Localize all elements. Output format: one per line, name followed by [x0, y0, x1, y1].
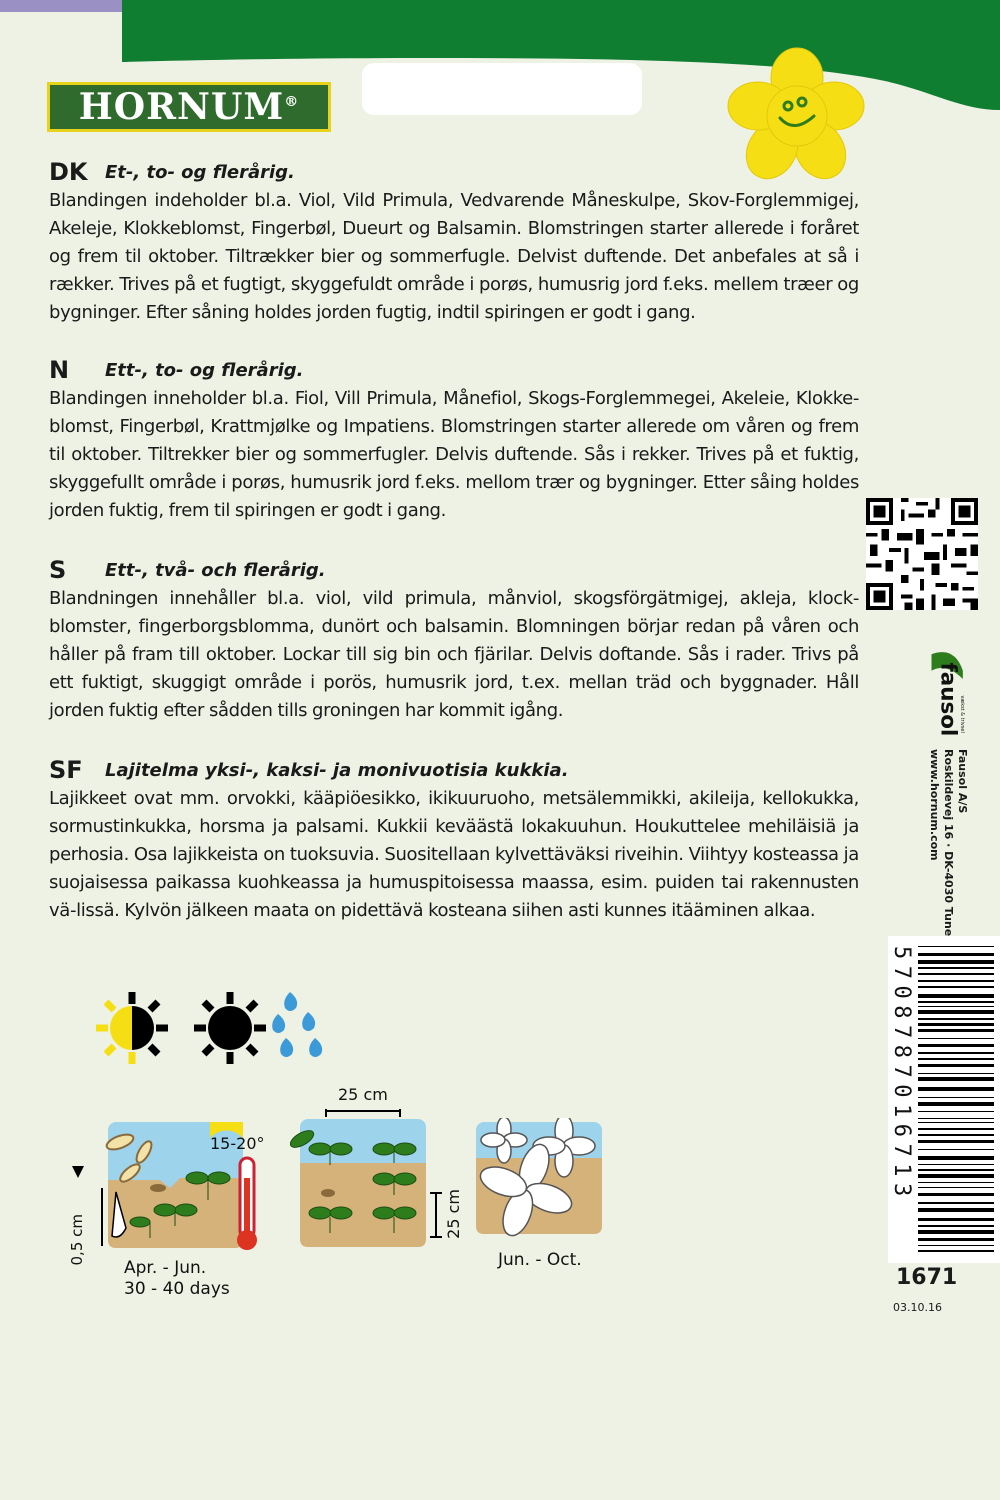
hornum-logo-text: HORNUM — [78, 86, 285, 128]
barcode-bar — [918, 1102, 994, 1106]
section-s — [49, 555, 859, 725]
sowing-step-panel — [60, 1118, 270, 1298]
fausol-logo-text: fausol — [935, 662, 961, 737]
section-sf — [49, 755, 859, 925]
barcode-bar — [918, 1128, 994, 1130]
barcode-bar — [918, 1140, 994, 1143]
barcode-bar — [918, 1077, 994, 1081]
barcode-bar — [918, 960, 994, 964]
section-body: Blandingen inneholder bl.a. Fiol, Vill Primula, Månefiol, Skogs-Forglemmegei, Akeleie, Klokke-blomst, Fingerbøl, Krattmjølke og Impatiens. Blomstringen starter allerede om våren og frem til oktober. Tiltrekker bier og sommerfugler. Delvis duftende. Sås i rekker. Trives på et fuktig, skyggefullt område i porøs, humusrik jord f.eks. mellom trær og bygninger. Etter såing holdes jorden fuktig, frem til spiringen er godt i gang. — [49, 388, 859, 521]
section-title: Ett-, två- och flerårig. — [105, 559, 326, 581]
hornum-logo — [47, 82, 331, 132]
half-sun-icon — [96, 992, 168, 1064]
section-body: Blandningen innehåller bl.a. viol, vild primula, månviol, skogsförgätmigej, akleja, klock-blomster, fingerborgsblomma, dunört och balsamin. Blomningen börjar redan på våren och håller på fram till oktober. Lockar till sig bin och fjärilar. Delvis doftande. Sås i rader. Trivs på ett fuktigt, skuggigt område i porös, humusrik jord, t.ex. mellan träd och byggnader. Håll jorden fuktig efter sådden tills groningen har kommit igång. — [49, 588, 859, 721]
barcode-bar — [918, 1218, 994, 1221]
shade-sun-icon — [194, 992, 266, 1064]
section-n — [49, 355, 859, 525]
barcode-bar — [918, 1208, 994, 1212]
germination-temperature: 15-20° — [210, 1134, 265, 1153]
sowing-period: Apr. - Jun. — [124, 1258, 207, 1278]
section-title: Lajitelma yksi-, kaksi- ja monivuotisia kukkia. — [105, 759, 569, 781]
barcode-bar — [918, 973, 994, 975]
article-number: 1671 — [896, 1265, 958, 1290]
barcode-bar — [918, 1064, 994, 1067]
barcode-digits: 5708787016713 — [889, 946, 914, 1203]
fausol-logo — [926, 646, 970, 737]
company-website: www.hornum.com — [928, 748, 941, 861]
registered-mark: ® — [284, 94, 300, 110]
barcode-bar — [918, 953, 994, 956]
barcode-bar — [918, 1018, 994, 1020]
plant-spacing: 25 cm — [444, 1189, 463, 1239]
barcode-bar — [918, 1182, 994, 1183]
section-dk — [49, 157, 859, 327]
barcode-bar — [918, 1122, 994, 1123]
barcode-bar — [918, 986, 994, 988]
barcode-bar — [918, 1097, 994, 1098]
print-date: 03.10.16 — [893, 1301, 942, 1314]
barcode-bar — [918, 1073, 994, 1074]
price-label-area — [362, 63, 642, 115]
flowering-step-panel — [470, 1118, 610, 1293]
company-info — [926, 646, 970, 936]
flowering-illustration — [470, 1118, 610, 1238]
barcode-bar — [918, 980, 994, 982]
barcode-bar — [918, 1087, 994, 1091]
barcode-bar — [918, 967, 994, 969]
barcode-bar — [918, 946, 994, 947]
section-title: Ett-, to- og flerårig. — [105, 359, 304, 381]
language-code: DK — [49, 158, 88, 186]
barcode — [918, 946, 994, 1252]
barcode-bar — [918, 1225, 994, 1227]
corner-tab — [0, 0, 122, 12]
barcode-bar — [918, 1134, 994, 1136]
barcode-bar — [918, 1038, 994, 1039]
barcode-bar — [918, 1111, 994, 1112]
sowing-depth: 0,5 cm — [68, 1214, 86, 1266]
barcode-bar — [918, 1149, 994, 1150]
language-code: N — [49, 356, 70, 384]
barcode-bar — [918, 1187, 994, 1188]
barcode-bar — [918, 1006, 994, 1007]
language-code: SF — [49, 756, 83, 784]
language-code: S — [49, 556, 67, 584]
barcode-bar — [918, 1164, 994, 1165]
spacing-illustration — [290, 1109, 460, 1259]
barcode-bar — [918, 1250, 994, 1252]
spacing-step-panel — [290, 1085, 463, 1260]
barcode-bar — [918, 1029, 994, 1032]
barcode-bar — [918, 1156, 994, 1160]
section-title: Et-, to- og flerårig. — [105, 161, 295, 183]
barcode-bar — [918, 994, 994, 998]
qr-code — [866, 498, 978, 610]
barcode-bar — [918, 1044, 994, 1047]
barcode-bar — [918, 1010, 994, 1014]
barcode-bar — [918, 1118, 994, 1119]
fausol-tagline: vækst & trivsel — [959, 695, 966, 733]
germination-time: 30 - 40 days — [124, 1279, 230, 1299]
flowering-period: Jun. - Oct. — [498, 1250, 582, 1270]
growing-conditions-icons — [90, 988, 330, 1068]
row-spacing: 25 cm — [338, 1085, 388, 1104]
barcode-bar — [918, 1202, 994, 1204]
section-body: Blandingen indeholder bl.a. Viol, Vild Primula, Vedvarende Måneskulpe, Skov-Forglemmigej, Akeleje, Klokkeblomst, Fingerbøl, Dueurt og Balsamin. Blomstringen starter allerede i foråret og frem til oktober. Tiltrækker bier og sommerfugle. Delvist duftende. Det anbefales at så i rækker. Trives på et fugtigt, skyggefuldt område i porøs, humusrig jord f.eks. mellem træer og bygninger. Efter såning holdes jorden fugtig, indtil spiringen er godt i gang. — [49, 190, 859, 323]
barcode-bar — [918, 1193, 994, 1196]
barcode-bar — [918, 1245, 994, 1246]
company-name: Fausol A/S — [956, 748, 969, 813]
barcode-bar — [918, 1001, 994, 1003]
barcode-bar — [918, 1052, 994, 1054]
barcode-bar — [918, 1230, 994, 1234]
barcode-bar — [918, 1058, 994, 1060]
barcode-bar — [918, 1174, 994, 1178]
water-drops-icon — [272, 992, 322, 1057]
barcode-bar — [918, 1238, 994, 1241]
section-body: Lajikkeet ovat mm. orvokki, kääpiöesikko, ikikuuruoho, metsälemmikki, akileija, kellokukka, sormustinkukka, horsma ja palsami. Kukkii keväästä lokakuuhun. Houkuttelee mehiläisiä ja perhosia. Osa lajikkeista on tuoksuvia. Suositellaan kylvettäväksi riveihin. Viihtyy kosteassa ja suojaisessa paikassa kuohkeassa ja humuspitoisessa maassa, esim. puiden tai rakennusten vä-lissä. Kylvön jälkeen maata on pidettävä kosteana siihen asti kunnes itääminen alkaa. — [49, 788, 859, 921]
barcode-bar — [918, 1169, 994, 1171]
barcode-bar — [918, 1023, 994, 1026]
company-address: Roskildevej 16 · DK-4030 Tune — [942, 748, 955, 936]
